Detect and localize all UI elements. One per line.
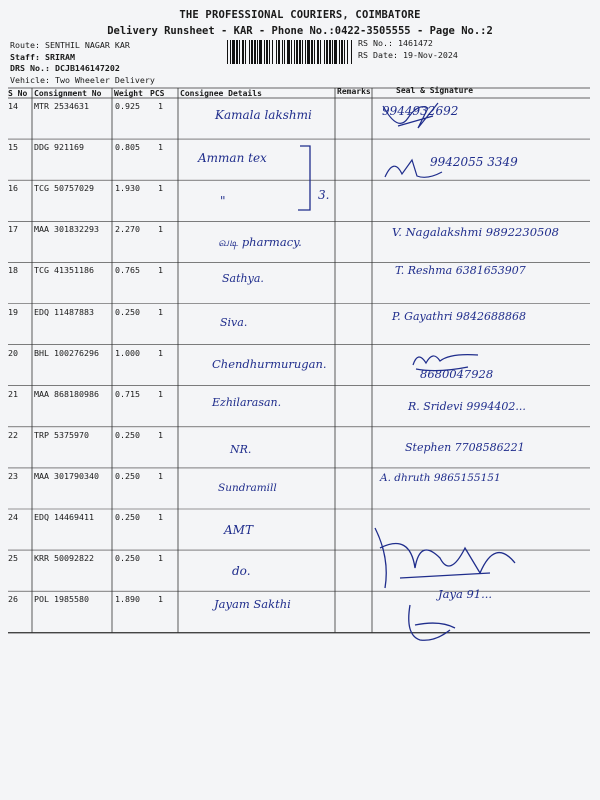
row-pcs: 1 [158,224,163,235]
drs-number: DRS No.: DCJB146147202 [10,63,120,73]
row-sno: 15 [8,142,18,153]
row-consignment-no: DDG 921169 [34,142,84,153]
col-consignment-header: Consignment No [34,89,102,98]
row-consignment-no: TRP 5375970 [34,429,89,440]
row-consignment-no: POL 1985580 [34,594,89,605]
row-signature-handwritten: Stephen 7708586221 [405,440,525,454]
row-pcs: 1 [158,429,163,440]
row-weight: 0.250 [115,470,140,481]
row-sno: 19 [8,306,18,317]
row-pcs: 1 [158,183,163,194]
row-pcs: 1 [158,265,163,276]
row-consignment-no: MAA 868180986 [34,388,99,399]
row-weight: 0.250 [115,512,140,522]
row-sno: 21 [8,388,18,399]
row-sno: 14 [8,101,18,111]
signature-scribble-14 [378,98,458,138]
row-sno: 22 [8,429,18,440]
row-sno: 20 [8,347,18,358]
row-pcs: 1 [158,101,163,111]
row-consignment-no: TCG 41351186 [34,265,94,276]
row-weight: 1.000 [115,347,140,358]
col-pcs-header: PCS [150,89,165,98]
row-remarks-handwritten: 3. [318,188,330,203]
row-consignee-handwritten: Siva. [220,315,248,329]
row-weight: 0.715 [115,388,140,399]
col-consignee-header: Consignee Details [180,89,262,98]
col-sno-header: S No [8,89,28,98]
row-pcs: 1 [158,142,163,153]
row-weight: 0.765 [115,265,140,276]
rs-date: RS Date: 19-Nov-2024 [358,49,458,60]
row-pcs: 1 [158,553,163,564]
row-signature-handwritten: R. Sridevi 9994402... [408,399,526,413]
row-signature-handwritten: 9944932692 [382,104,459,118]
row-weight: 0.250 [115,429,140,440]
col-remarks-header: Remarks [337,87,371,96]
row-sno: 16 [8,183,18,194]
col-weight-header: Weight [114,89,143,98]
row-consignee-handwritten: do. [232,564,251,579]
col-seal-header: Seal & Signature [396,86,474,95]
row-consignee-handwritten: Chendhurmurugan. [212,356,327,371]
row-weight: 2.270 [115,224,140,235]
staff-text: Staff: SRIRAM [10,51,75,62]
row-consignee-handwritten: NR. [230,442,252,456]
row-consignment-no: MTR 2534631 [34,101,89,111]
route-text: Route: SENTHIL NAGAR KAR [10,40,130,50]
row-consignee-handwritten: " [220,194,226,209]
row-consignee-handwritten: Sundramill [218,481,277,494]
rs-number: RS No.: 1461472 [358,38,433,48]
row-signature-handwritten: T. Reshma 6381653907 [395,264,526,278]
row-signature-handwritten: V. Nagalakshmi 9892230508 [392,225,559,240]
row-pcs: 1 [158,306,163,317]
row-sno: 26 [8,594,18,605]
signature-scribble-26 [400,600,460,645]
row-pcs: 1 [158,470,163,481]
row-pcs: 1 [158,512,163,522]
row-consignment-no: KRR 50092822 [34,553,94,564]
row-consignee-handwritten: Kamala lakshmi [215,108,312,122]
row-consignee-handwritten: Amman tex [198,151,267,166]
vehicle-text: Vehicle: Two Wheeler Delivery [10,74,155,85]
row-pcs: 1 [158,388,163,399]
row-weight: 0.805 [115,142,140,153]
row-consignment-no: EDQ 11487883 [34,306,94,317]
row-consignment-no: BHL 100276296 [34,347,99,358]
row-consignment-no: MAA 301790340 [34,470,99,481]
row-weight: 0.250 [115,553,140,564]
signature-scribble-15 [382,152,452,182]
row-pcs: 1 [158,594,163,605]
row-consignee-handwritten: Ezhilarasan. [212,395,282,409]
row-weight: 0.250 [115,306,140,317]
row-signature-handwritten: Jaya 91... [438,587,493,602]
row-signature-handwritten: A. dhruth 9865155151 [380,471,501,484]
row-consignment-no: EDQ 14469411 [34,512,94,522]
row-signature-handwritten: 8680047928 [420,366,494,381]
row-pcs: 1 [158,347,163,358]
row-consignee-handwritten: வடி pharmacy. [218,235,302,250]
row-weight: 0.925 [115,101,140,111]
row-signature-handwritten: P. Gayathri 9842688868 [392,309,527,323]
bracket-mark [296,144,336,214]
row-sno: 25 [8,553,18,564]
row-consignment-no: MAA 301832293 [34,224,99,235]
row-sno: 23 [8,470,18,481]
signature-scribble-24-25 [370,518,520,598]
row-sno: 18 [8,265,18,276]
company-title: THE PROFESSIONAL COURIERS, COIMBATORE [179,9,421,21]
row-sno: 24 [8,512,18,522]
row-sno: 17 [8,224,18,235]
row-consignee-handwritten: AMT [224,523,253,537]
row-weight: 1.930 [115,183,140,194]
runsheet-subtitle: Delivery Runsheet - KAR - Phone No.:0422-3505555 - Page No.:2 [107,25,493,37]
signature-scribble-20 [408,345,488,375]
row-consignee-handwritten: Sathya. [222,272,264,286]
row-consignment-no: TCG 50757029 [34,183,94,194]
row-signature-handwritten: 9942055 3349 [430,155,518,170]
row-consignee-handwritten: Jayam Sakthi [214,597,291,612]
row-weight: 1.890 [115,594,140,605]
